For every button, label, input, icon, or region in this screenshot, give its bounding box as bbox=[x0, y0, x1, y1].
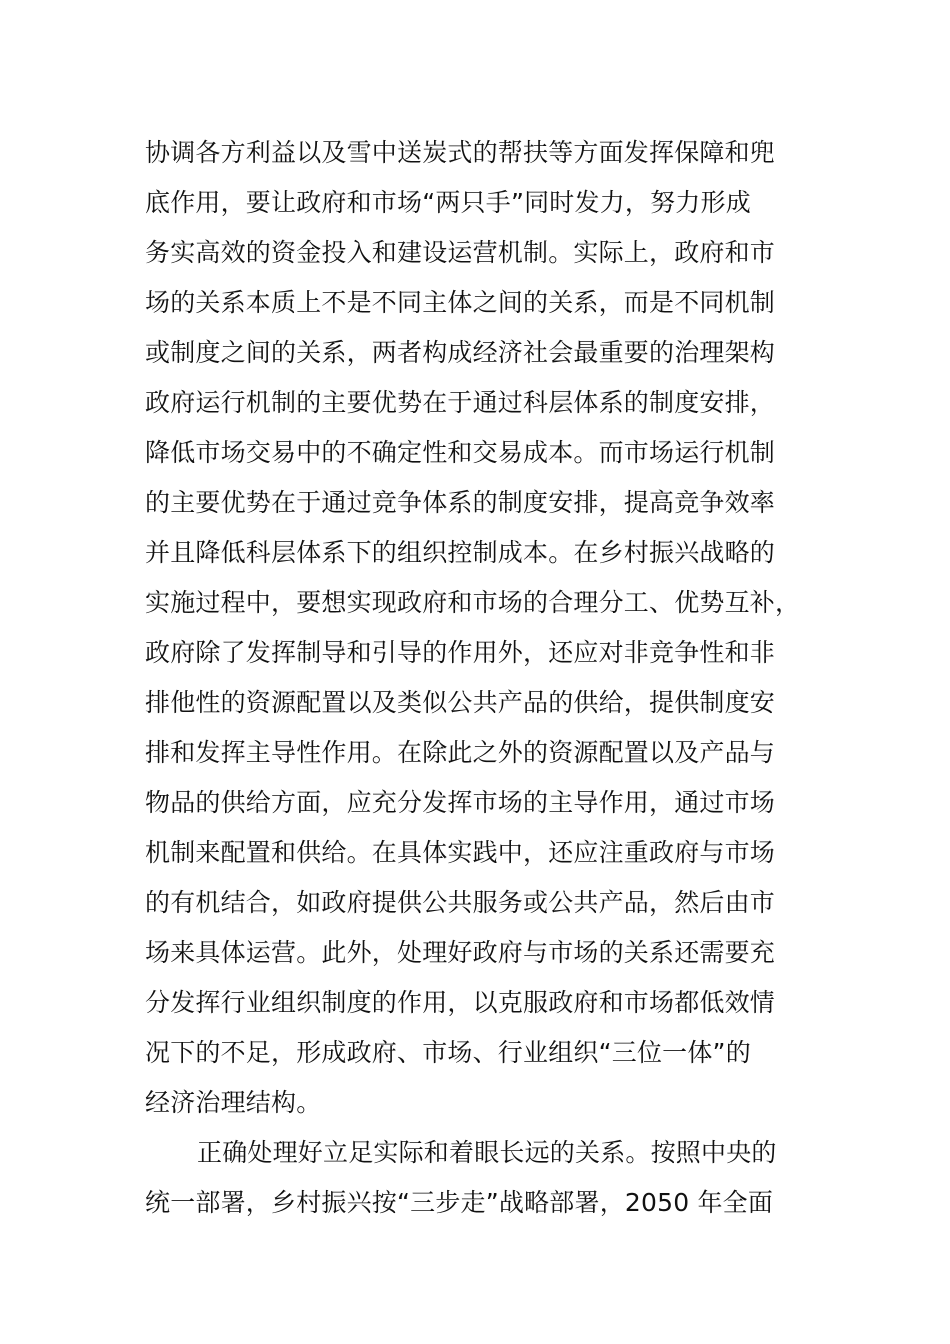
text-line: 排他性的资源配置以及类似公共产品的供给，提供制度安 bbox=[145, 688, 776, 717]
text-line: 的有机结合，如政府提供公共服务或公共产品，然后由市 bbox=[145, 888, 776, 917]
text-line: 经济治理结构。 bbox=[145, 1088, 322, 1117]
text-line: 物品的供给方面，应充分发挥市场的主导作用，通过市场 bbox=[145, 788, 776, 817]
text-line: 分发挥行业组织制度的作用，以克服政府和市场都低效情 bbox=[145, 988, 776, 1017]
text-line: 底作用，要让政府和市场“两只手”同时发力，努力形成 bbox=[145, 188, 751, 217]
text-line: 场来具体运营。此外，处理好政府与市场的关系还需要充 bbox=[145, 938, 776, 967]
text-line: 或制度之间的关系，两者构成经济社会最重要的治理架构 bbox=[145, 338, 776, 367]
text-line: 协调各方利益以及雪中送炭式的帮扶等方面发挥保障和兜 bbox=[145, 138, 776, 167]
text-line: 并且降低科层体系下的组织控制成本。在乡村振兴战略的 bbox=[145, 538, 776, 567]
text-line: 政府除了发挥制导和引导的作用外，还应对非竞争性和非 bbox=[145, 638, 776, 667]
text-line: 政府运行机制的主要优势在于通过科层体系的制度安排， bbox=[145, 388, 776, 417]
text-line: 务实高效的资金投入和建设运营机制。实际上，政府和市 bbox=[145, 238, 776, 267]
text-line: 的主要优势在于通过竞争体系的制度安排，提高竞争效率 bbox=[145, 488, 776, 517]
text-line: 排和发挥主导性作用。在除此之外的资源配置以及产品与 bbox=[145, 738, 776, 767]
text-line: 统一部署，乡村振兴按“三步走”战略部署，2050 年全面 bbox=[145, 1188, 774, 1217]
text-line: 降低市场交易中的不确定性和交易成本。而市场运行机制 bbox=[145, 438, 776, 467]
text-line: 实施过程中，要想实现政府和市场的合理分工、优势互补， bbox=[145, 588, 801, 617]
text-line: 场的关系本质上不是不同主体之间的关系，而是不同机制 bbox=[145, 288, 776, 317]
text-line: 机制来配置和供给。在具体实践中，还应注重政府与市场 bbox=[145, 838, 776, 867]
text-line: 况下的不足，形成政府、市场、行业组织“三位一体”的 bbox=[145, 1038, 751, 1067]
body-text bbox=[145, 128, 835, 1228]
paragraph-start-line: 正确处理好立足实际和着眼长远的关系。按照中央的 bbox=[197, 1138, 777, 1167]
